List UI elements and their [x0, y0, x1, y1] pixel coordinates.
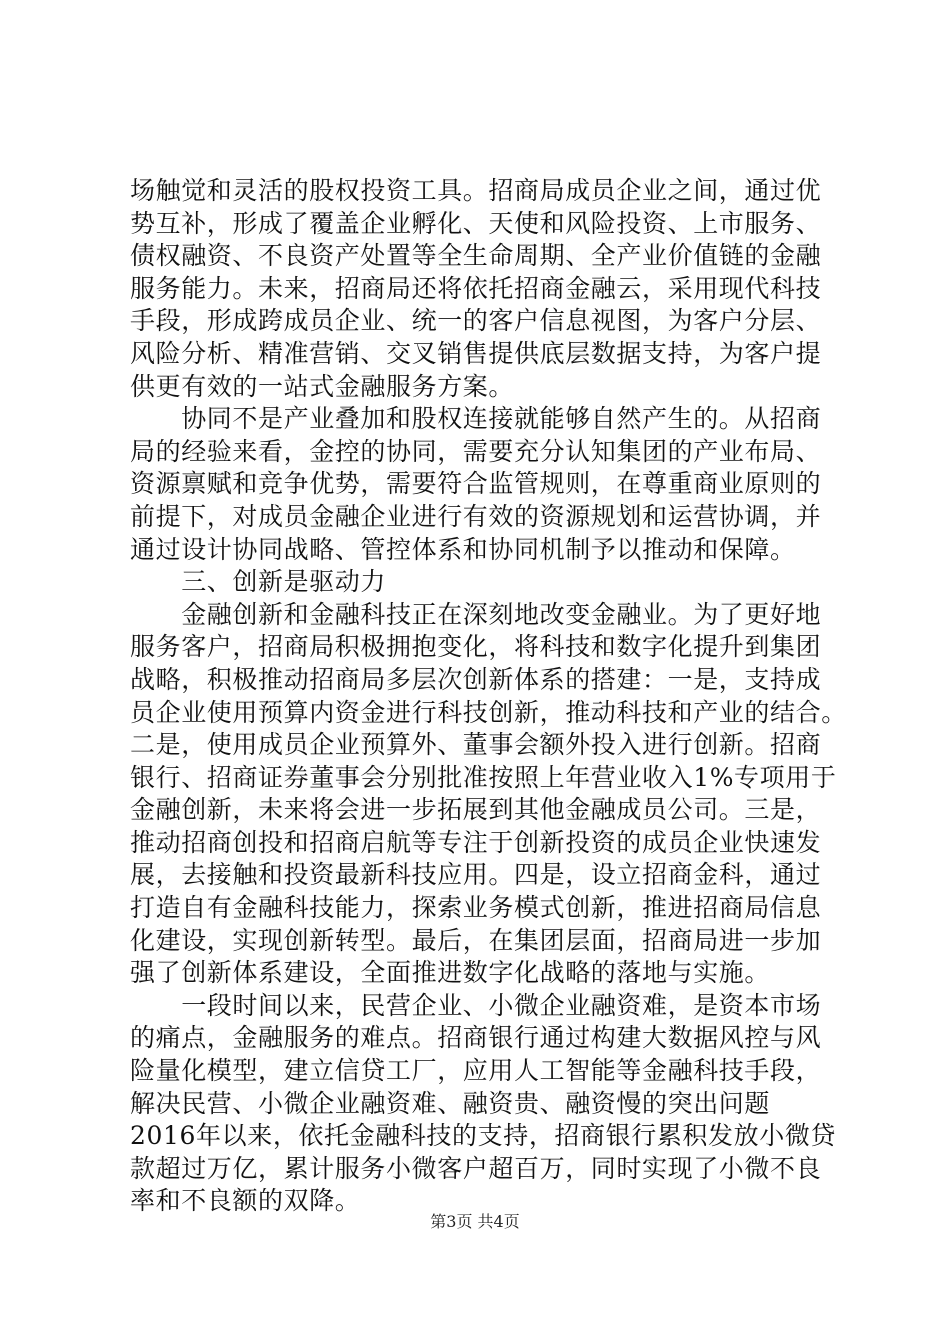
text-line: 手段，形成跨成员企业、统一的客户信息视图，为客户分层、	[130, 306, 822, 336]
text-line: 展，去接触和投资最新科技应用。四是，设立招商金科，通过	[130, 860, 822, 890]
section-heading: 三、创新是驱动力	[130, 567, 387, 597]
text-line: 通过设计协同战略、管控体系和协同机制予以推动和保障。	[130, 534, 796, 564]
document-body	[130, 175, 860, 1218]
text-line: 协同不是产业叠加和股权连接就能够自然产生的。从招商	[130, 404, 822, 434]
text-line: 战略，积极推动招商局多层次创新体系的搭建：一是，支持成	[130, 664, 822, 694]
text-line: 债权融资、不良资产处置等全生命周期、全产业价值链的金融	[130, 241, 822, 271]
text-line: 供更有效的一站式金融服务方案。	[130, 371, 515, 401]
text-line: 前提下，对成员金融企业进行有效的资源规划和运营协调，并	[130, 501, 822, 531]
text-line: 二是，使用成员企业预算外、董事会额外投入进行创新。招商	[130, 730, 822, 760]
text-line: 势互补，形成了覆盖企业孵化、天使和风险投资、上市服务、	[130, 208, 822, 238]
text-line: 率和不良额的双降。	[130, 1186, 361, 1216]
text-line: 化建设，实现创新转型。最后，在集团层面，招商局进一步加	[130, 925, 822, 955]
text-line: 场触觉和灵活的股权投资工具。招商局成员企业之间，通过优	[130, 176, 822, 205]
text-line: 险量化模型，建立信贷工厂，应用人工智能等金融科技手段，	[130, 1056, 822, 1086]
text-line: 资源禀赋和竞争优势，需要符合监管规则，在尊重商业原则的	[130, 469, 822, 499]
text-line: 风险分析、精准营销、交叉销售提供底层数据支持，为客户提	[130, 338, 822, 368]
text-line: 解决民营、小微企业融资难、融资贵、融资慢的突出问题	[130, 1088, 771, 1118]
text-line: 服务能力。未来，招商局还将依托招商金融云，采用现代科技	[130, 273, 822, 303]
text-line: 一段时间以来，民营企业、小微企业融资难，是资本市场	[130, 990, 822, 1020]
text-line: 打造自有金融科技能力，探索业务模式创新，推进招商局信息	[130, 893, 822, 923]
text-line: 金融创新，未来将会进一步拓展到其他金融成员公司。三是，	[130, 795, 822, 825]
page-footer	[0, 1212, 950, 1232]
text-line: 推动招商创投和招商启航等专注于创新投资的成员企业快速发	[130, 827, 822, 857]
text-line: 局的经验来看，金控的协同，需要充分认知集团的产业布局、	[130, 436, 822, 466]
page-number-label: 第3页 共4页	[430, 1212, 520, 1231]
text-line: 的痛点，金融服务的难点。招商银行通过构建大数据风控与风	[130, 1023, 822, 1053]
text-line: 2016年以来，依托金融科技的支持，招商银行累积发放小微贷	[130, 1121, 837, 1151]
text-line: 服务客户，招商局积极拥抱变化，将科技和数字化提升到集团	[130, 632, 822, 662]
text-line: 金融创新和金融科技正在深刻地改变金融业。为了更好地	[130, 599, 822, 629]
text-line: 款超过万亿，累计服务小微客户超百万，同时实现了小微不良	[130, 1153, 822, 1183]
text-line: 强了创新体系建设，全面推进数字化战略的落地与实施。	[130, 958, 771, 988]
text-line: 员企业使用预算内资金进行科技创新，推动科技和产业的结合。	[130, 697, 847, 727]
text-line: 银行、招商证券董事会分别批准按照上年营业收入1%专项用于	[130, 762, 837, 792]
